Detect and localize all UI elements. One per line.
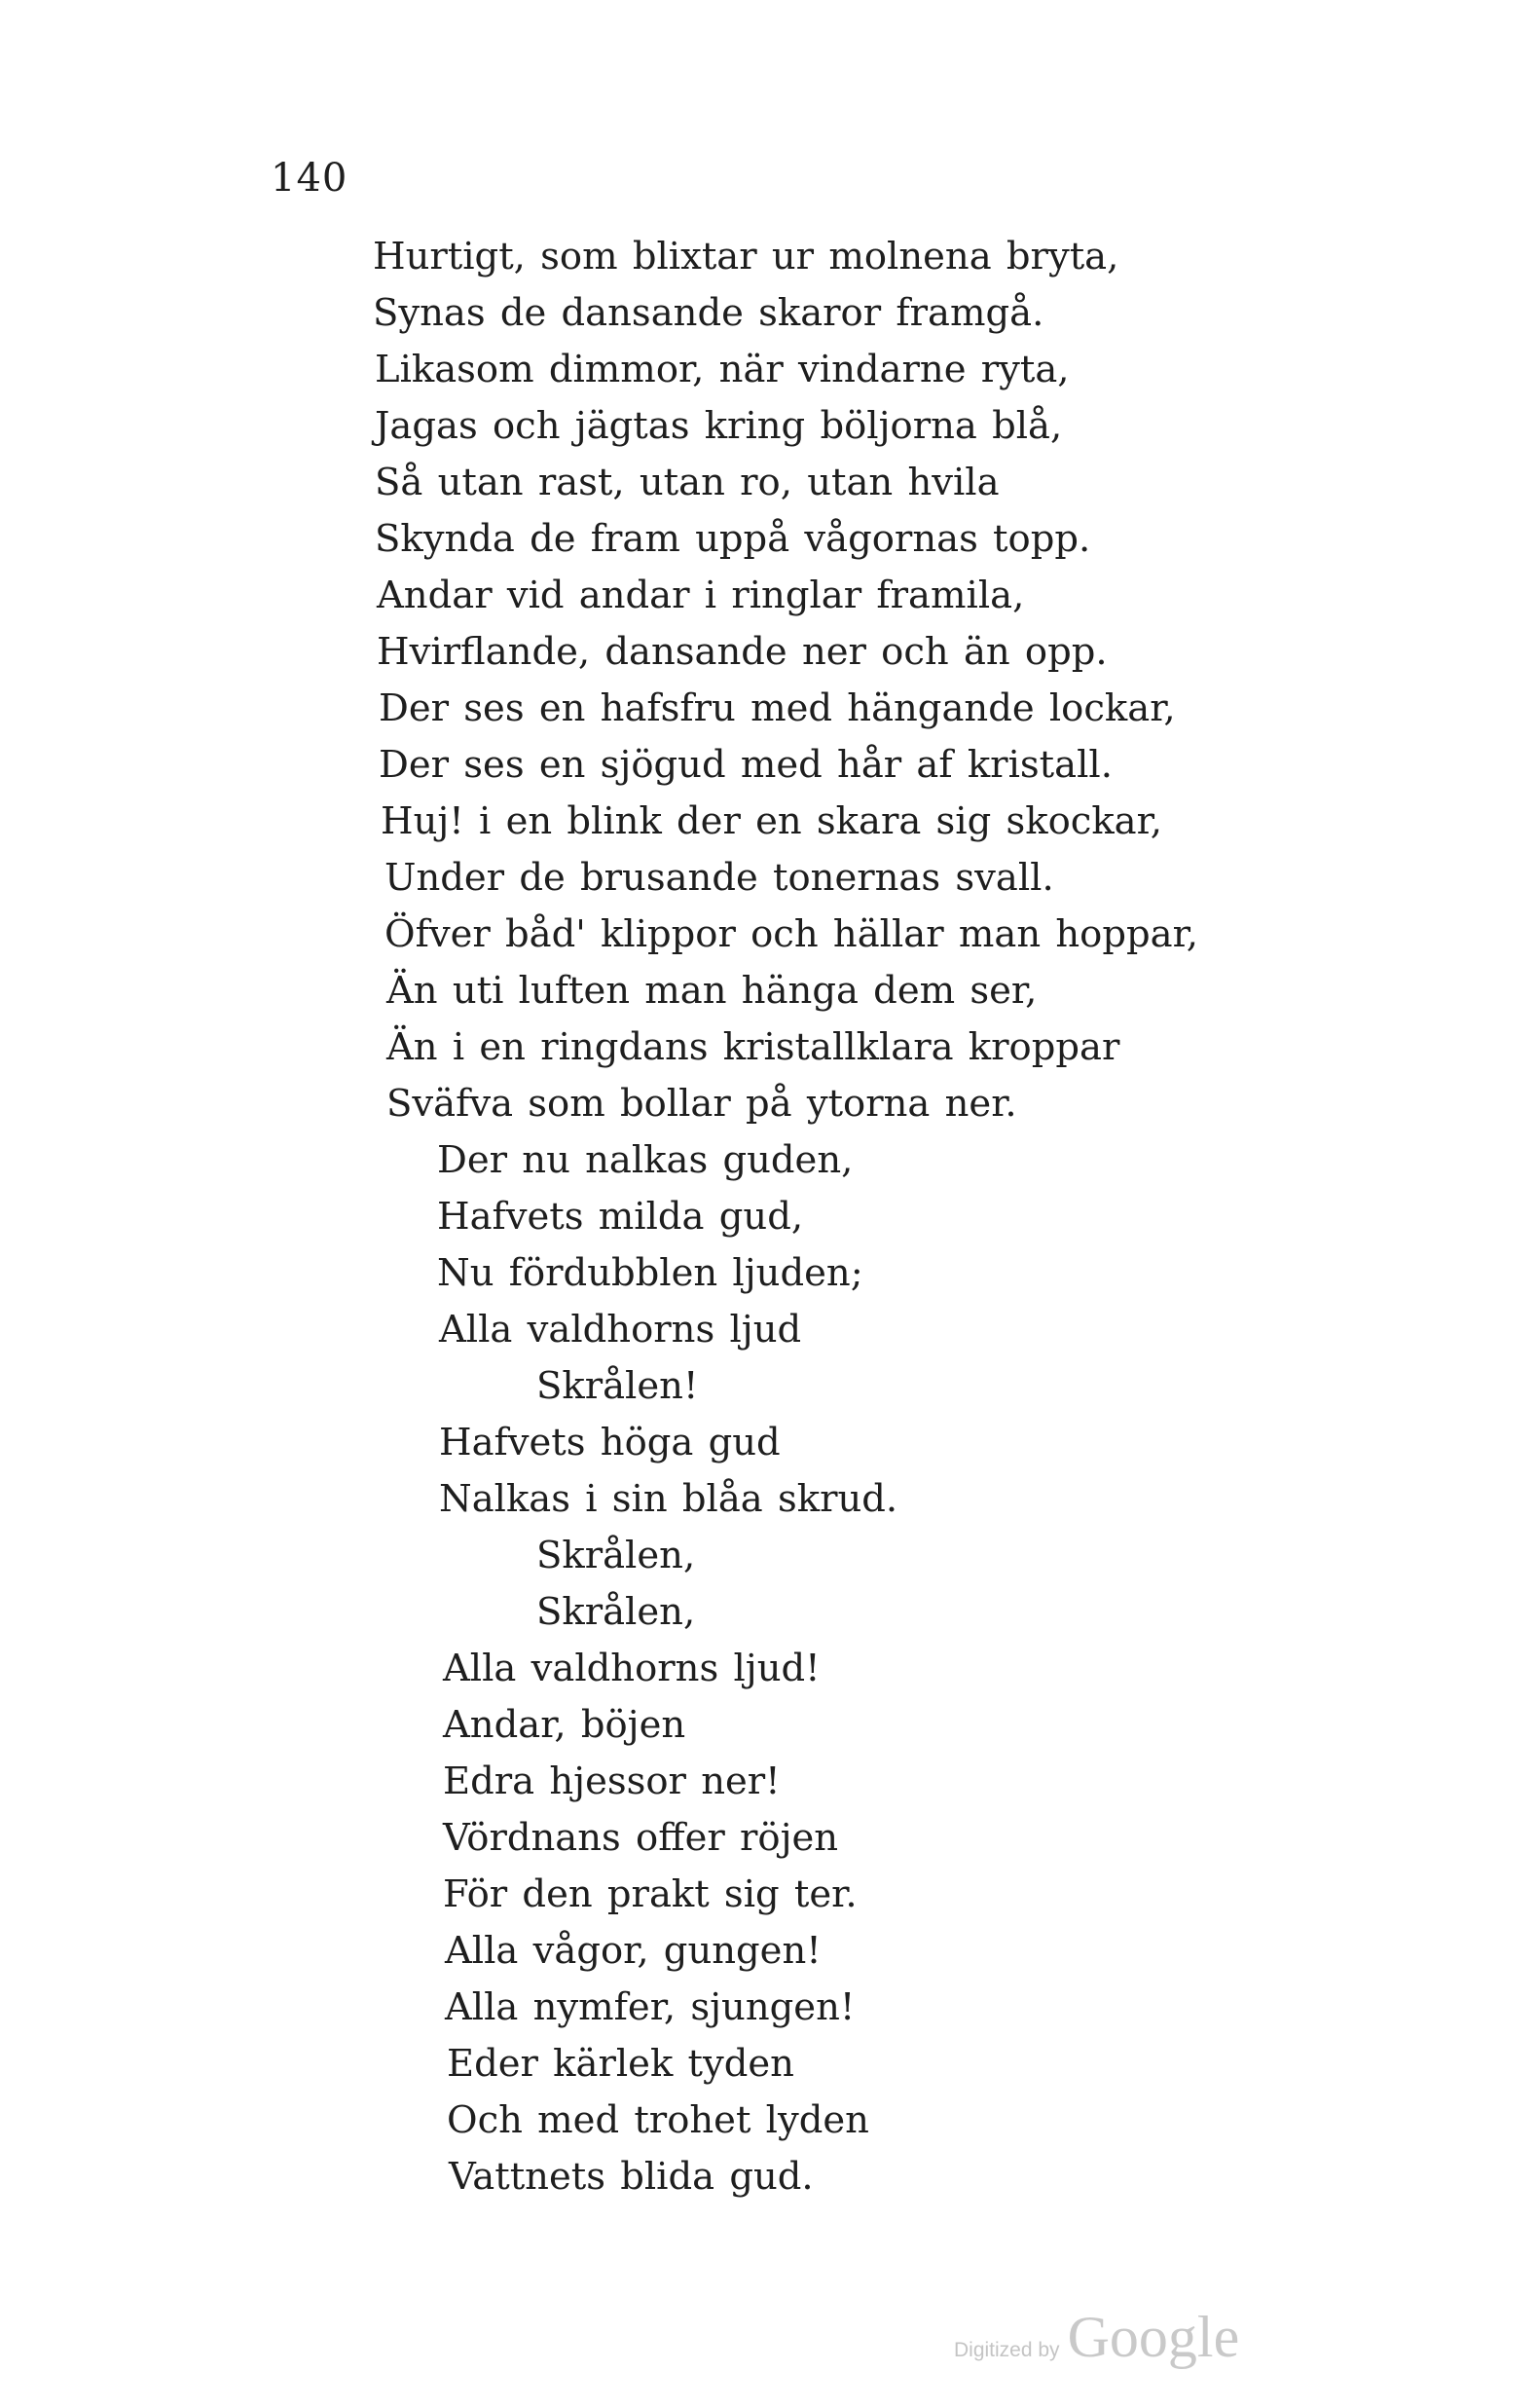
- watermark-logo: Google: [1067, 2305, 1240, 2369]
- poem-line: Än i en ringdans kristallklara kroppar: [386, 1025, 1120, 1069]
- poem-line: Likasom dimmor, när vindarne ryta,: [375, 348, 1070, 391]
- poem-line: Så utan rast, utan ro, utan hvila: [375, 461, 1000, 504]
- poem-line: Vattnets blida gud.: [449, 2155, 814, 2199]
- poem-line: Der nu nalkas guden,: [437, 1138, 854, 1182]
- poem-line: För den prakt sig ter.: [443, 1872, 858, 1916]
- digitized-watermark: [954, 2304, 1239, 2371]
- poem-line: Nu fördubblen ljuden;: [437, 1251, 863, 1295]
- poem-line: Alla valdhorns ljud!: [443, 1647, 821, 1690]
- poem-line: Andar vid andar i ringlar framila,: [377, 574, 1025, 617]
- poem-line: Jagas och jägtas kring böljorna blå,: [375, 404, 1063, 448]
- watermark-prefix: Digitized by: [954, 2339, 1060, 2361]
- poem-line: Skrålen,: [536, 1534, 696, 1577]
- poem-line: Hafvets höga gud: [439, 1421, 781, 1464]
- poem-line: Än uti luften man hänga dem ser,: [386, 969, 1038, 1013]
- poem-line: Synas de dansande skaror framgå.: [373, 291, 1044, 335]
- poem-line: Andar, böjen: [443, 1703, 686, 1747]
- poem-line: Skrålen,: [536, 1590, 696, 1634]
- poem-line: Vördnans offer röjen: [443, 1816, 839, 1860]
- poem-line: Sväfva som bollar på ytorna ner.: [386, 1082, 1017, 1126]
- poem-line: Skynda de fram uppå vågornas topp.: [375, 517, 1091, 561]
- poem-line: Nalkas i sin blåa skrud.: [439, 1477, 898, 1521]
- poem-line: Eder kärlek tyden: [447, 2042, 794, 2086]
- poem-line: Hafvets milda gud,: [437, 1195, 804, 1239]
- poem-line: Skrålen!: [536, 1364, 699, 1408]
- poem-line: Under de brusande tonernas svall.: [384, 856, 1054, 900]
- poem-line: Hurtigt, som blixtar ur molnena bryta,: [373, 235, 1119, 278]
- poem-line: Der ses en sjögud med hår af kristall.: [379, 743, 1113, 787]
- poem-line: Hvirflande, dansande ner och än opp.: [377, 630, 1108, 674]
- poem-line: Alla valdhorns ljud: [439, 1308, 802, 1352]
- poem-line: Alla nymfer, sjungen!: [445, 1985, 856, 2029]
- poem-line: Huj! i en blink der en skara sig skockar,: [381, 799, 1163, 843]
- poem-line: Öfver båd' klippor och hällar man hoppar,: [384, 912, 1198, 956]
- poem-line: Och med trohet lyden: [447, 2098, 869, 2142]
- poem-line: Alla vågor, gungen!: [445, 1929, 822, 1973]
- poem-line: Der ses en hafsfru med hängande lockar,: [379, 686, 1176, 730]
- page-number: 140: [271, 156, 348, 201]
- poem-line: Edra hjessor ner!: [443, 1760, 781, 1803]
